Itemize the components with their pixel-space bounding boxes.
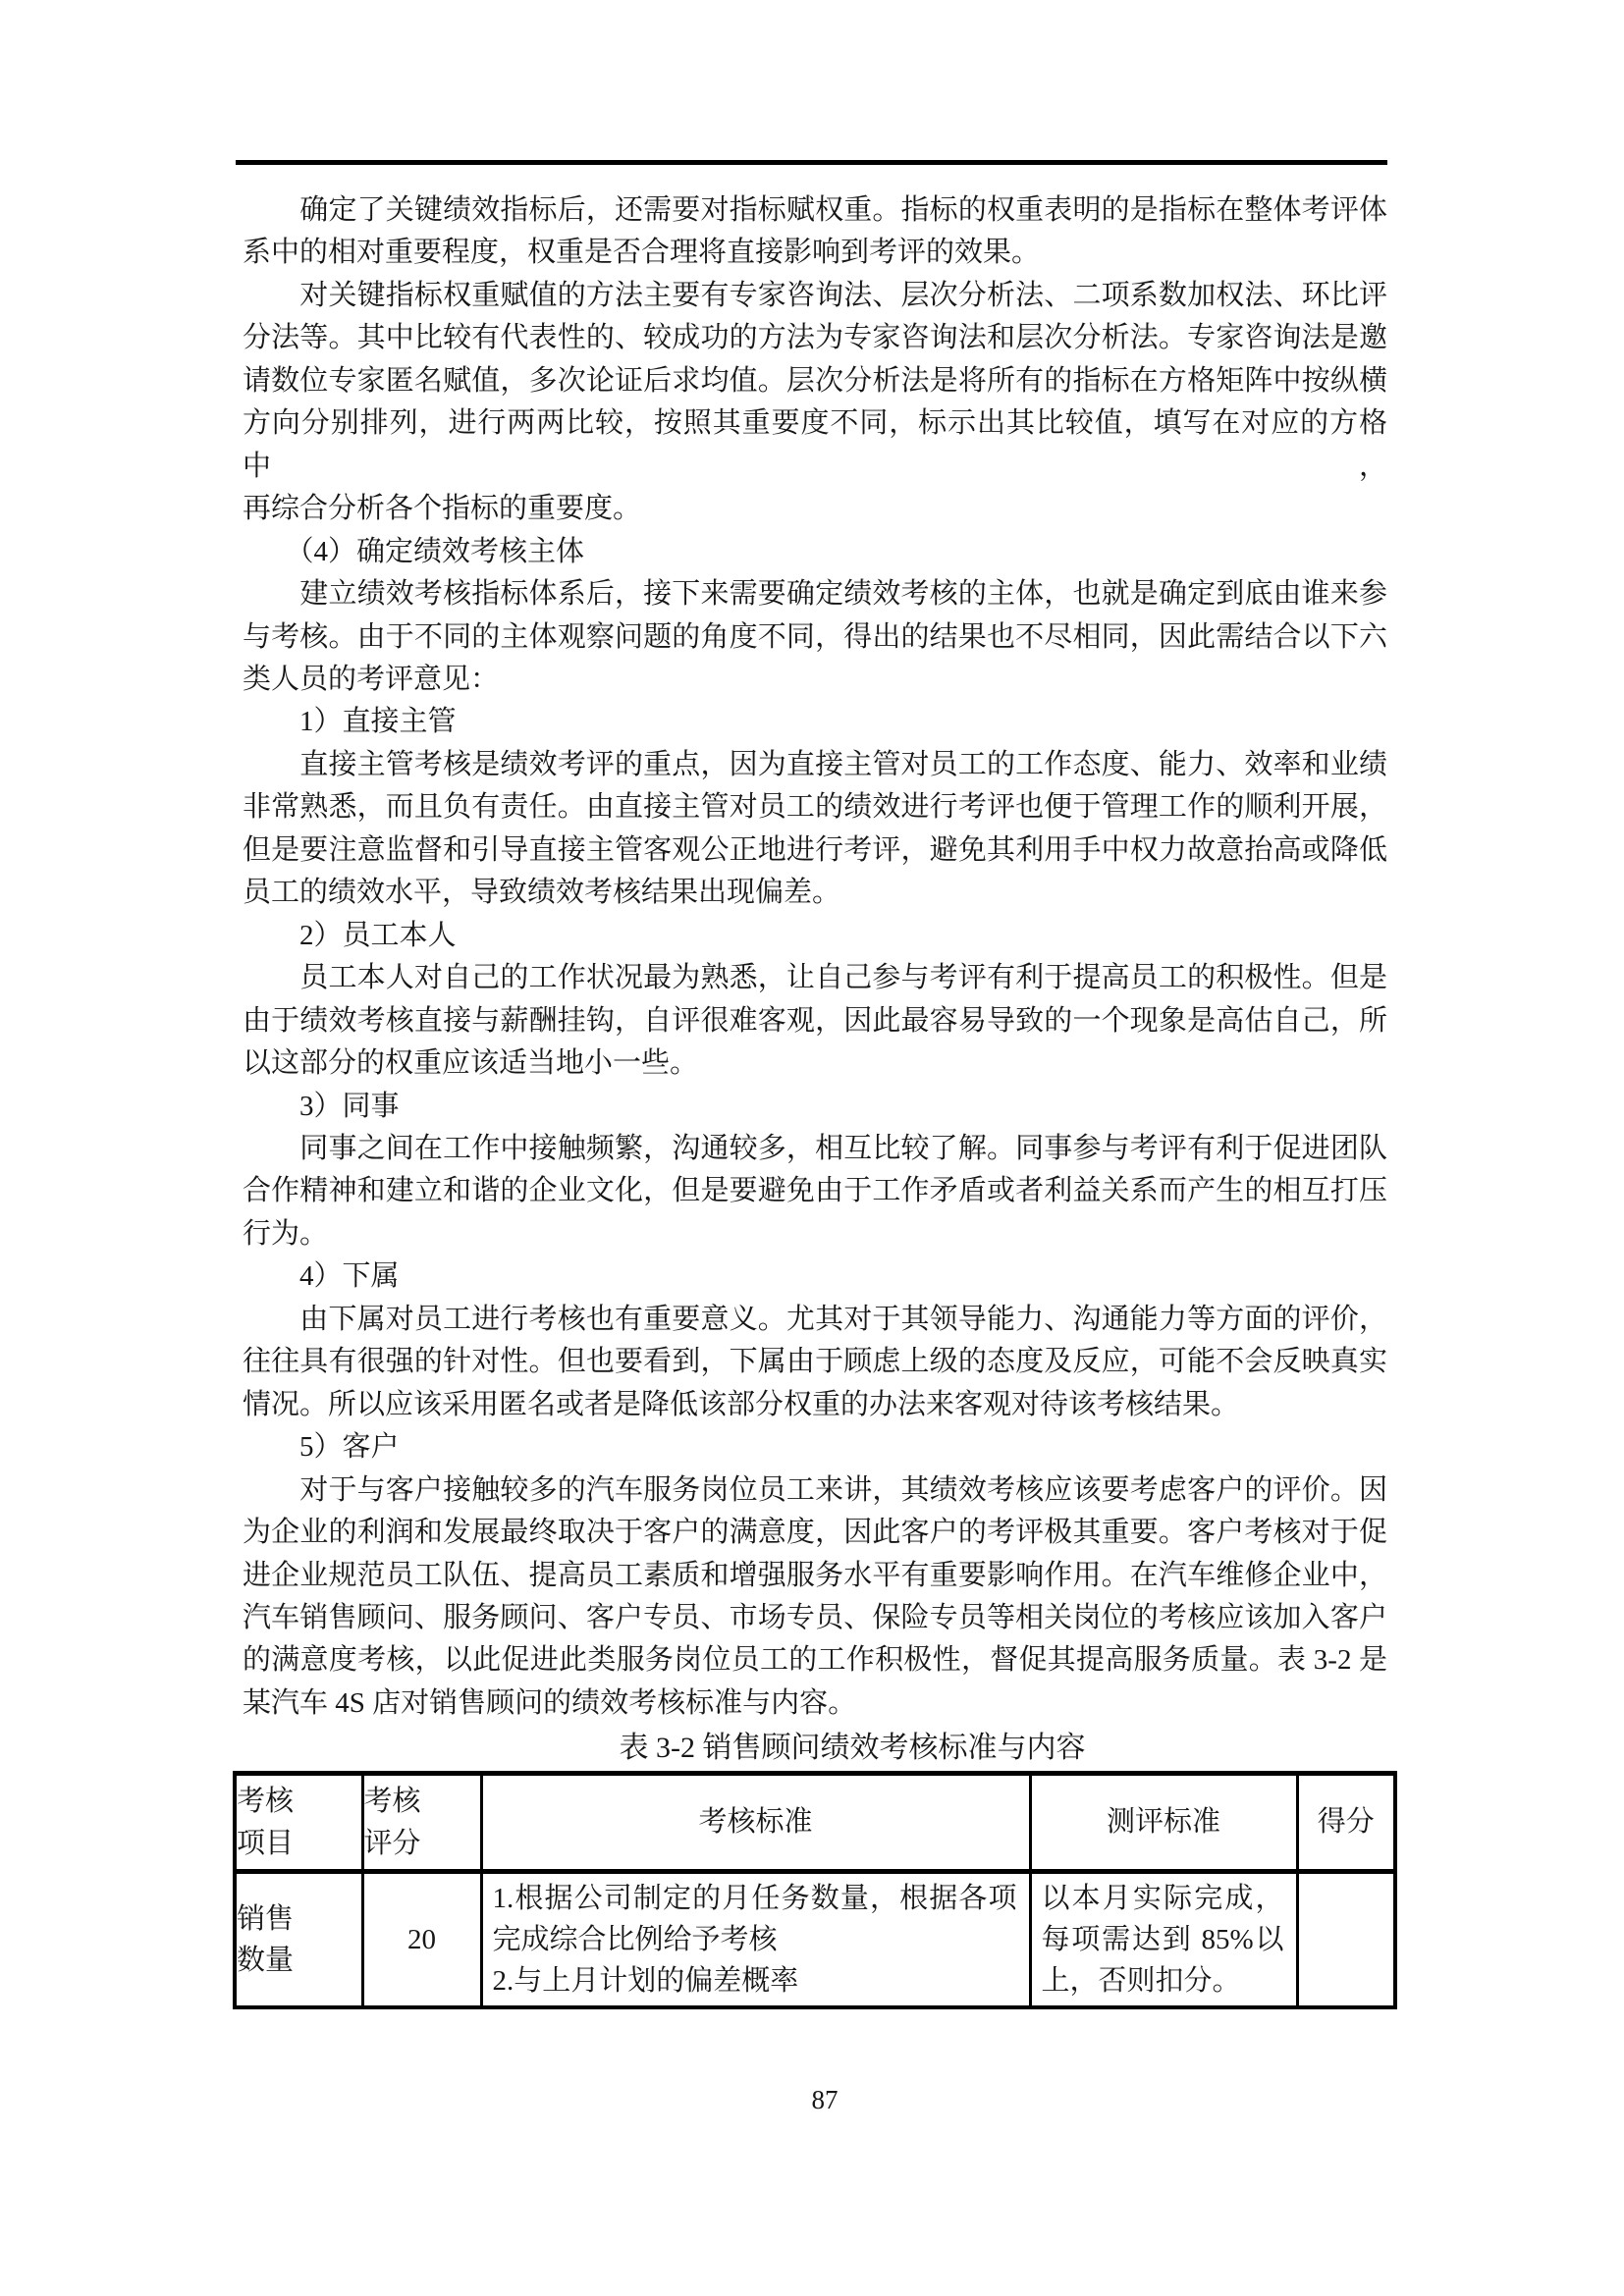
- text-line: 某汽车 4S 店对销售顾问的绩效考核标准与内容。: [243, 1686, 857, 1719]
- text-line: 往往具有很强的针对性。但也要看到，下属由于顾虑上级的态度及反应，可能不会反映真实: [243, 1346, 1387, 1378]
- cell-result: [1297, 1872, 1395, 2008]
- col-header-item: [235, 1774, 362, 1872]
- assessment-table: [233, 1771, 1397, 2009]
- text-line: 2）员工本人: [243, 919, 457, 951]
- text-line: 考核: [237, 1785, 295, 1817]
- text-line: 每项需达到 85%以: [1041, 1924, 1284, 1955]
- cell-evaluation: [1030, 1872, 1297, 2008]
- text-line: 4）下属: [243, 1260, 400, 1293]
- table-caption: 表 3-2 销售顾问绩效考核标准与内容: [619, 1732, 1086, 1764]
- text-line: 汽车销售顾问、服务顾问、客户专员、市场专员、保险专员等相关岗位的考核应该加入客户: [243, 1601, 1387, 1633]
- text-line: 为企业的利润和发展最终取决于客户的满意度，因此客户的考评极其重要。客户考核对于促: [243, 1517, 1387, 1549]
- cell-criteria: [481, 1872, 1030, 2008]
- text-line: 进企业规范员工队伍、提高员工素质和增强服务水平有重要影响作用。在汽车维修企业中，: [243, 1559, 1387, 1591]
- text-line: 情况。所以应该采用匿名或者是降低该部分权重的办法来客观对待该考核结果。: [243, 1388, 1240, 1420]
- text-line: 上，否则扣分。: [1041, 1965, 1241, 1997]
- text-line: 合作精神和建立和谐的企业文化，但是要避免由于工作矛盾或者利益关系而产生的相互打压: [243, 1175, 1387, 1207]
- text-line: 与考核。由于不同的主体观察问题的角度不同，得出的结果也不尽相同，因此需结合以下六: [243, 620, 1387, 653]
- text-line: 请数位专家匿名赋值，多次论证后求均值。层次分析法是将所有的指标在方格矩阵中按纵横: [243, 364, 1387, 397]
- text-line: 员工的绩效水平，导致绩效考核结果出现偏差。: [243, 877, 841, 909]
- text-line: 对于与客户接触较多的汽车服务岗位员工来讲，其绩效考核应该要考虑客户的评价。因: [243, 1473, 1387, 1506]
- text-line: 确定了关键绩效指标后，还需要对指标赋权重。指标的权重表明的是指标在整体考评体: [243, 194, 1387, 226]
- table-header-row: [235, 1774, 1395, 1872]
- text-line: 行为。: [243, 1217, 329, 1250]
- col-header-criteria: 考核标准: [481, 1774, 1030, 1872]
- text-line: 建立绩效考核指标体系后，接下来需要确定绩效考核的主体，也就是确定到底由谁来参: [243, 578, 1387, 611]
- text-line: 1）直接主管: [243, 706, 457, 738]
- text-line: 方向分别排列，进行两两比较，按照其重要度不同，标示出其比较值，填写在对应的方格中，: [243, 407, 1387, 482]
- col-header-result: 得分: [1297, 1774, 1395, 1872]
- text-line: 考核: [363, 1785, 421, 1817]
- text-line: 由下属对员工进行考核也有重要意义。尤其对于其领导能力、沟通能力等方面的评价，: [243, 1303, 1387, 1335]
- text-line: 完成综合比例给予考核: [492, 1924, 778, 1955]
- text-line: 评分: [363, 1827, 421, 1859]
- text-line: 员工本人对自己的工作状况最为熟悉，让自己参与考评有利于提高员工的积极性。但是: [243, 962, 1387, 994]
- table-row: [235, 1872, 1395, 2008]
- text-line: 数量: [237, 1945, 295, 1976]
- text-line: 由于绩效考核直接与薪酬挂钩，自评很难客观，因此最容易导致的一个现象是高估自己，所: [243, 1004, 1387, 1037]
- text-line: 1.根据公司制定的月任务数量，根据各项: [492, 1883, 1017, 1914]
- text-line: 再综合分析各个指标的重要度。: [243, 493, 642, 525]
- text-line: 3）同事: [243, 1090, 400, 1122]
- text-line: 分法等。其中比较有代表性的、较成功的方法为专家咨询法和层次分析法。专家咨询法是邀: [243, 322, 1387, 354]
- text-line: 项目: [237, 1827, 295, 1859]
- text-line: （4）确定绩效考核主体: [243, 535, 585, 567]
- col-header-evaluation: 测评标准: [1030, 1774, 1297, 1872]
- body-text: [243, 189, 1387, 1725]
- text-line: 对关键指标权重赋值的方法主要有专家咨询法、层次分析法、二项系数加权法、环比评: [243, 279, 1387, 311]
- col-header-score: [362, 1774, 481, 1872]
- text-line: 的满意度考核，以此促进此类服务岗位员工的工作积极性，督促其提高服务质量。表 3-2 是: [243, 1644, 1387, 1677]
- text-line: 非常熟悉，而且负有责任。由直接主管对员工的绩效进行考评也便于管理工作的顺利开展，: [243, 791, 1387, 824]
- text-line: 以本月实际完成，: [1041, 1883, 1284, 1914]
- header-rule: [236, 160, 1387, 165]
- text-line: 2.与上月计划的偏差概率: [492, 1965, 799, 1997]
- text-line: 以这部分的权重应该适当地小一些。: [243, 1047, 699, 1080]
- text-line: 5）客户: [243, 1431, 400, 1464]
- text-line: 销售: [237, 1903, 295, 1935]
- text-line: 同事之间在工作中接触频繁，沟通较多，相互比较了解。同事参与考评有利于促进团队: [243, 1132, 1387, 1164]
- cell-score: 20: [362, 1872, 481, 2008]
- text-line: 直接主管考核是绩效考评的重点，因为直接主管对员工的工作态度、能力、效率和业绩: [243, 748, 1387, 780]
- page-number: 87: [811, 2085, 839, 2114]
- text-line: 但是要注意监督和引导直接主管客观公正地进行考评，避免其利用手中权力故意抬高或降低: [243, 833, 1387, 866]
- text-line: 类人员的考评意见：: [243, 663, 500, 695]
- text-line: 系中的相对重要程度，权重是否合理将直接影响到考评的效果。: [243, 237, 1041, 269]
- cell-item: [235, 1872, 362, 2008]
